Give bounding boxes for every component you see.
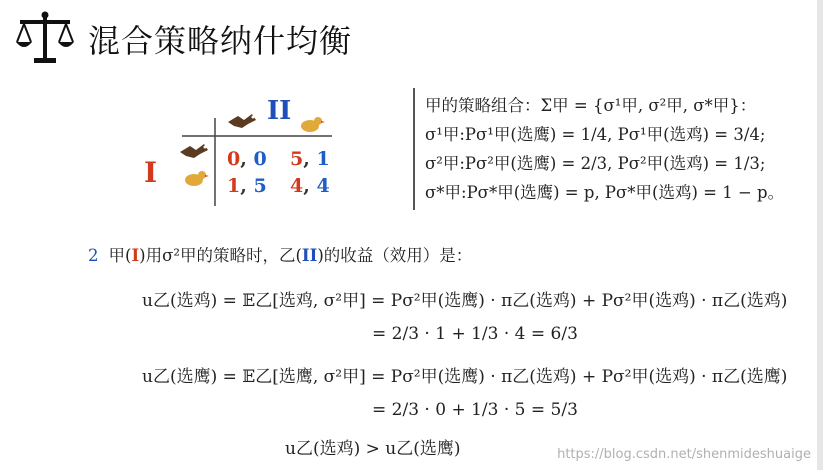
payoff-row: 4 [290, 175, 304, 197]
question-number: 2 [88, 246, 99, 265]
equation-5: u乙(选鸡) > u乙(选鹰) [285, 439, 461, 459]
balance-scale-icon [14, 8, 76, 70]
strategy-3: σ*甲:Pσ*甲(选鹰) = p, Pσ*甲(选鸡) = 1 − p。 [425, 183, 785, 202]
payoff-matrix [140, 96, 360, 216]
question-line [88, 242, 472, 266]
payoff-col: 5 [253, 175, 267, 197]
title-row [14, 8, 352, 70]
strategy-header: 甲的策略组合：Σ甲 = {σ¹甲, σ²甲, σ*甲}： [425, 96, 757, 115]
vertical-divider [413, 88, 415, 210]
payoff-cell: 1, 5 [227, 175, 267, 197]
equation-2: = 2/3 · 1 + 1/3 · 4 = 6/3 [372, 324, 578, 344]
question-text: 甲( [108, 246, 132, 265]
payoff-row: 1 [227, 175, 241, 197]
payoff-cell: 0, 0 [227, 148, 267, 170]
watermark: https://blog.csdn.net/shenmideshuaige [557, 447, 811, 462]
payoff-row: 0 [227, 148, 241, 170]
player-row-label: I [144, 156, 158, 189]
page-title: 混合策略纳什均衡 [88, 22, 353, 60]
player-I-ref: I [131, 246, 140, 265]
equation-1: u乙(选鸡) = 𝔼乙[选鸡, σ²甲] = Pσ²甲(选鹰) · π乙(选鸡) + Pσ²甲(选鸡) · π乙(选鸡) [142, 291, 788, 311]
payoff-cell: 4, 4 [290, 175, 330, 197]
equation-4: = 2/3 · 0 + 1/3 · 5 = 5/3 [372, 400, 578, 420]
player-col-label: II [267, 96, 292, 126]
right-edge-strip [817, 0, 823, 470]
eagle-icon [180, 144, 208, 158]
strategy-2: σ²甲:Pσ²甲(选鹰) = 2/3, Pσ²甲(选鸡) = 1/3; [425, 154, 766, 173]
payoff-row: 5 [290, 148, 304, 170]
payoff-col: 0 [253, 148, 267, 170]
payoff-cell: 5, 1 [290, 148, 330, 170]
payoff-col: 4 [316, 175, 330, 197]
payoff-col: 1 [316, 148, 330, 170]
question-text: )用σ²甲的策略时，乙( [139, 246, 302, 265]
chicken-icon [185, 171, 209, 186]
player-II-ref: II [301, 246, 318, 265]
strategy-block [425, 92, 784, 208]
question-text: )的收益（效用）是： [317, 246, 473, 265]
eagle-icon [228, 114, 256, 128]
equation-3: u乙(选鹰) = 𝔼乙[选鹰, σ²甲] = Pσ²甲(选鹰) · π乙(选鸡) + Pσ²甲(选鸡) · π乙(选鹰) [142, 367, 788, 387]
chicken-icon [301, 117, 325, 132]
strategy-1: σ¹甲:Pσ¹甲(选鹰) = 1/4, Pσ¹甲(选鸡) = 3/4; [425, 125, 766, 144]
